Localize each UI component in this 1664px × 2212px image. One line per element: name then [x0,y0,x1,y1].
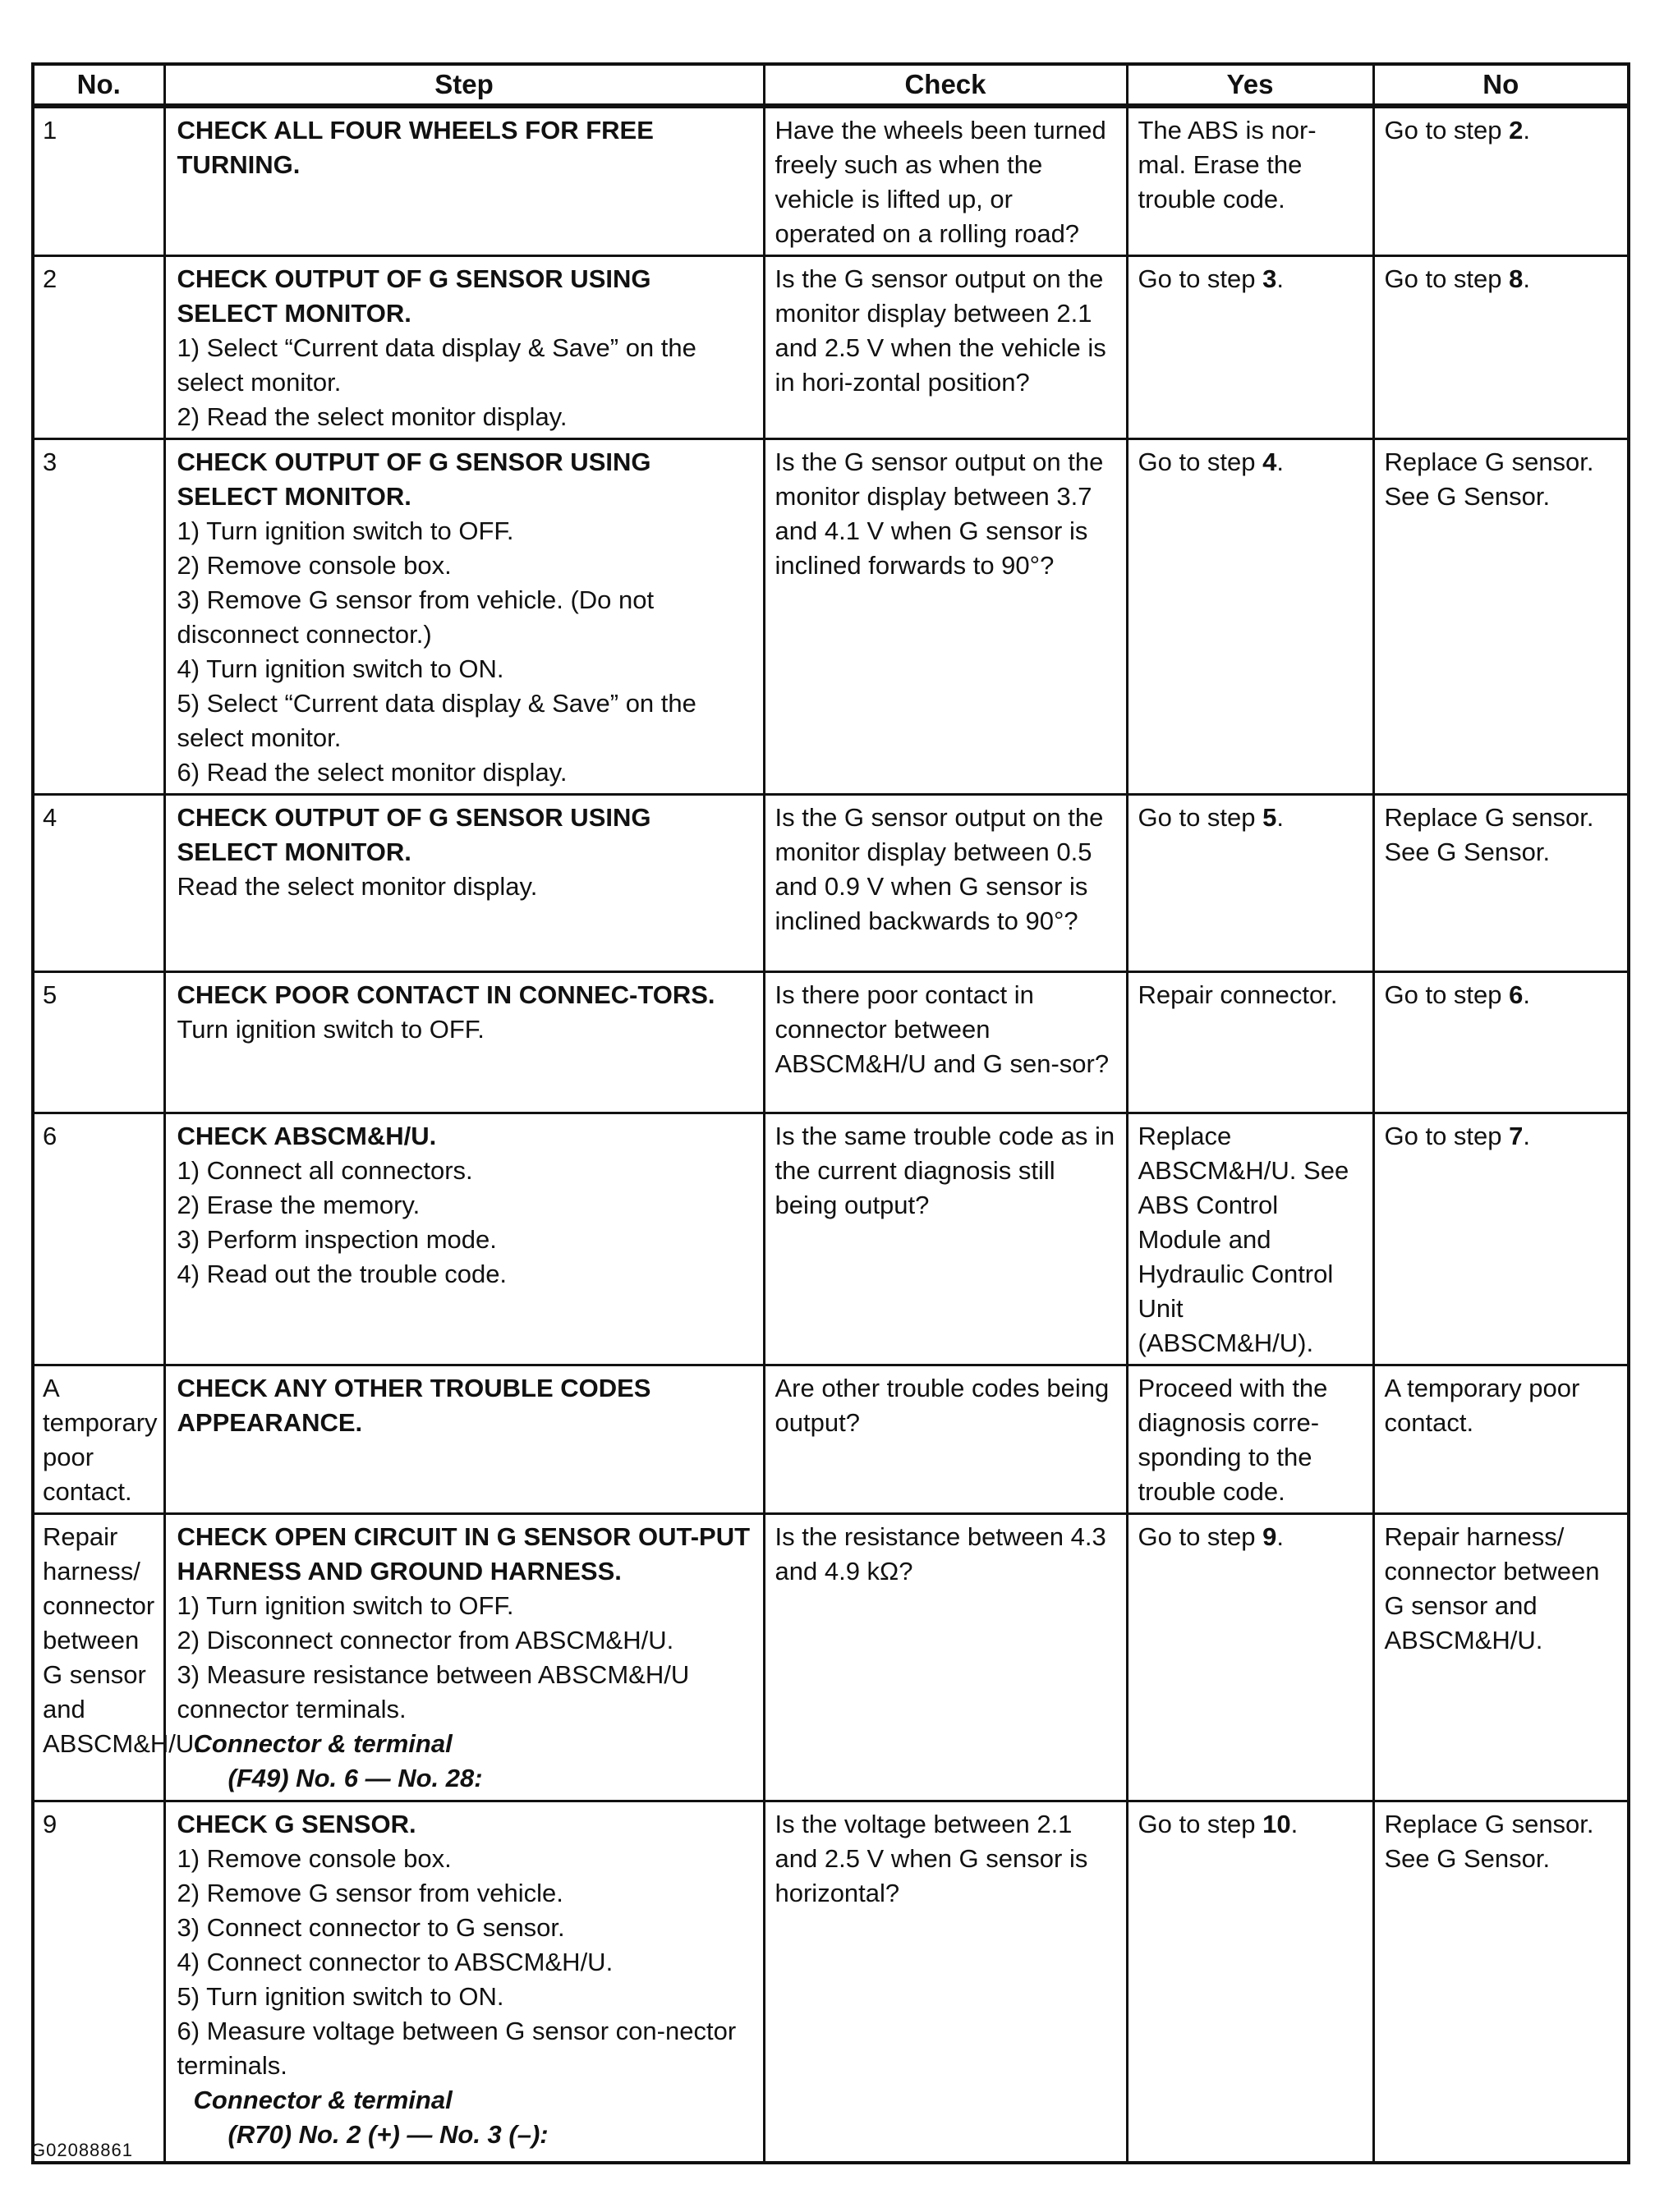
step-instruction: 1) Turn ignition switch to OFF. [177,1591,514,1620]
no-text: Go to step [1384,980,1510,1009]
step-instruction: 4) Read out the trouble code. [177,1260,508,1288]
yes-text-end: . [1276,803,1285,832]
no-reference: See G Sensor. [1384,1844,1551,1873]
yes-text-end: . [1290,1810,1299,1838]
check-cell [764,256,1127,439]
check-cell [764,439,1127,795]
check-text: Is the G sensor output on the monitor display between 3.7 and 4.1 V when G sensor is inclined forwards to 90°? [775,447,1104,580]
header-check: Check [764,64,1127,106]
diagnostic-table [31,62,1630,2164]
no-step-ref: 2 [1509,116,1524,145]
step-title: CHECK ANY OTHER TROUBLE CODES APPEARANCE. [177,1374,651,1437]
check-text: Is the G sensor output on the monitor display between 2.1 and 2.5 V when the vehicle is in hori-zontal position? [775,264,1106,397]
check-cell [764,1365,1127,1514]
step-instruction: 1) Connect all connectors. [177,1156,473,1185]
check-cell [764,106,1127,256]
yes-text: The ABS is nor-mal. Erase the trouble code. [1138,116,1317,213]
header-no: No. [33,64,164,106]
yes-text: Go to step [1138,1810,1263,1838]
yes-text-end: . [1276,447,1285,476]
no-reference: See G Sensor. [1384,482,1551,511]
check-text: Is the resistance between 4.3 and 4.9 kΩ? [775,1522,1106,1586]
no-text-end: . [1523,980,1531,1009]
step-instruction: Turn ignition switch to OFF. [177,1015,485,1044]
yes-cell [1127,1365,1373,1514]
step-cell [164,972,764,1113]
step-instruction: 2) Erase the memory. [177,1191,421,1219]
table-header-row [33,64,1629,106]
yes-text-end: . [1276,1522,1285,1551]
step-instruction: 1) Select “Current data display & Save” on the select monitor. [177,333,696,397]
step-instruction: 3) Measure resistance between ABSCM&H/U connector terminals. [177,1660,690,1723]
no-cell [1373,439,1629,795]
table-row [33,106,1629,256]
yes-step-ref: 4 [1262,447,1277,476]
no-text: Repair harness/ connector between G sensor and ABSCM&H/U. [1384,1522,1600,1654]
yes-text: Replace ABSCM&H/U. See ABS Control Module and Hydraulic Control Unit (ABSCM&H/U). [1138,1122,1349,1357]
step-instruction: 2) Remove console box. [177,551,452,580]
step-instruction: 1) Turn ignition switch to OFF. [177,516,514,545]
yes-text: Repair connector. [1138,980,1338,1009]
check-text: Is the same trouble code as in the current diagnosis still being output? [775,1122,1115,1219]
no-step-ref: 8 [1509,264,1524,293]
table-row [33,795,1629,972]
check-cell [764,1801,1127,2163]
step-cell [164,256,764,439]
step-number: 6 [33,1113,164,1365]
yes-step-ref: 3 [1262,264,1277,293]
yes-text: Go to step [1138,803,1263,832]
table-row [33,1801,1629,2163]
step-title: CHECK OUTPUT OF G SENSOR USING SELECT MONITOR. [177,264,651,328]
check-cell [764,972,1127,1113]
yes-cell [1127,972,1373,1113]
table-row [33,256,1629,439]
step-instruction: 2) Read the select monitor display. [177,402,568,431]
step-title: CHECK OUTPUT OF G SENSOR USING SELECT MONITOR. [177,447,651,511]
step-instruction: 4) Turn ignition switch to ON. [177,654,504,683]
no-text-end: . [1523,116,1531,145]
header-no-result: No [1373,64,1629,106]
step-instruction: 3) Perform inspection mode. [177,1225,497,1254]
no-text: Replace G sensor. [1384,447,1594,476]
no-text-end: . [1523,1122,1531,1150]
step-instruction: 5) Turn ignition switch to ON. [177,1982,504,2011]
step-instruction: 3) Connect connector to G sensor. [177,1913,565,1942]
yes-step-ref: 10 [1262,1810,1291,1838]
step-instruction: 6) Read the select monitor display. [177,758,568,787]
step-title: CHECK ALL FOUR WHEELS FOR FREE TURNING. [177,116,654,179]
no-step-ref: 6 [1509,980,1524,1009]
check-text: Is the G sensor output on the monitor display between 0.5 and 0.9 V when G sensor is inclined backwards to 90°? [775,803,1104,935]
no-text-end: . [1523,264,1531,293]
step-number: A temporary poor contact. [33,1365,164,1514]
step-number: 4 [33,795,164,972]
step-instruction: 5) Select “Current data display & Save” on the select monitor. [177,689,696,752]
header-yes: Yes [1127,64,1373,106]
table-row [33,1113,1629,1365]
step-instruction: 1) Remove console box. [177,1844,452,1873]
no-reference: See G Sensor. [1384,838,1551,866]
yes-cell [1127,1514,1373,1801]
yes-text: Go to step [1138,264,1263,293]
step-title: CHECK OPEN CIRCUIT IN G SENSOR OUT-PUT HARNESS AND GROUND HARNESS. [177,1522,751,1586]
step-instruction: 2) Remove G sensor from vehicle. [177,1879,563,1907]
yes-step-ref: 9 [1262,1522,1277,1551]
no-cell [1373,1514,1629,1801]
no-cell [1373,256,1629,439]
yes-step-ref: 5 [1262,803,1277,832]
yes-cell [1127,1801,1373,2163]
yes-cell [1127,1113,1373,1365]
step-cell [164,1514,764,1801]
step-instruction: 4) Connect connector to ABSCM&H/U. [177,1948,614,1976]
table-row [33,439,1629,795]
figure-code: G02088861 [31,2140,133,2160]
step-cell [164,106,764,256]
no-cell [1373,795,1629,972]
yes-text-end: . [1276,264,1285,293]
no-text: Go to step [1384,1122,1510,1150]
step-number: 3 [33,439,164,795]
step-instruction: 6) Measure voltage between G sensor con-nector terminals. [177,2017,737,2080]
no-step-ref: 7 [1509,1122,1524,1150]
step-title: CHECK G SENSOR. [177,1810,416,1838]
no-cell [1373,1365,1629,1514]
check-cell [764,1514,1127,1801]
step-number: Repair harness/ connector between G sensor and ABSCM&H/U. [33,1514,164,1801]
no-text: A temporary poor contact. [1384,1374,1580,1437]
step-cell [164,1801,764,2163]
check-text: Is the voltage between 2.1 and 2.5 V when G sensor is horizontal? [775,1810,1088,1907]
no-cell [1373,106,1629,256]
no-text: Go to step [1384,116,1510,145]
yes-cell [1127,795,1373,972]
header-step: Step [164,64,764,106]
check-cell [764,1113,1127,1365]
check-text: Are other trouble codes being output? [775,1374,1110,1437]
step-title: CHECK POOR CONTACT IN CONNEC-TORS. [177,980,715,1009]
connector-terminal-value: (F49) No. 6 — No. 28: [228,1764,483,1792]
check-text: Have the wheels been turned freely such as when the vehicle is lifted up, or operated on a rolling road? [775,116,1106,248]
step-cell [164,1365,764,1514]
step-cell [164,439,764,795]
yes-text: Go to step [1138,447,1263,476]
yes-cell [1127,439,1373,795]
step-instruction: 2) Disconnect connector from ABSCM&H/U. [177,1626,674,1654]
step-cell [164,795,764,972]
no-text: Replace G sensor. [1384,1810,1594,1838]
step-instruction: 3) Remove G sensor from vehicle. (Do not disconnect connector.) [177,585,655,649]
step-number: 2 [33,256,164,439]
table-row [33,972,1629,1113]
connector-terminal-label: Connector & terminal [193,2086,453,2114]
step-title: CHECK OUTPUT OF G SENSOR USING SELECT MONITOR. [177,803,651,866]
connector-terminal-label: Connector & terminal [193,1729,453,1758]
yes-cell [1127,106,1373,256]
table-row [33,1365,1629,1514]
step-instruction: Read the select monitor display. [177,872,538,901]
step-number: 5 [33,972,164,1113]
step-number: 9 [33,1801,164,2163]
no-cell [1373,972,1629,1113]
no-cell [1373,1801,1629,2163]
step-number: 1 [33,106,164,256]
yes-text: Go to step [1138,1522,1263,1551]
step-title: CHECK ABSCM&H/U. [177,1122,437,1150]
step-cell [164,1113,764,1365]
table-row [33,1514,1629,1801]
no-text: Go to step [1384,264,1510,293]
yes-text: Proceed with the diagnosis corre-sponding to the trouble code. [1138,1374,1328,1506]
check-text: Is there poor contact in connector between ABSCM&H/U and G sen-sor? [775,980,1110,1078]
check-cell [764,795,1127,972]
no-cell [1373,1113,1629,1365]
no-text: Replace G sensor. [1384,803,1594,832]
yes-cell [1127,256,1373,439]
connector-terminal-value: (R70) No. 2 (+) — No. 3 (–): [228,2120,549,2149]
